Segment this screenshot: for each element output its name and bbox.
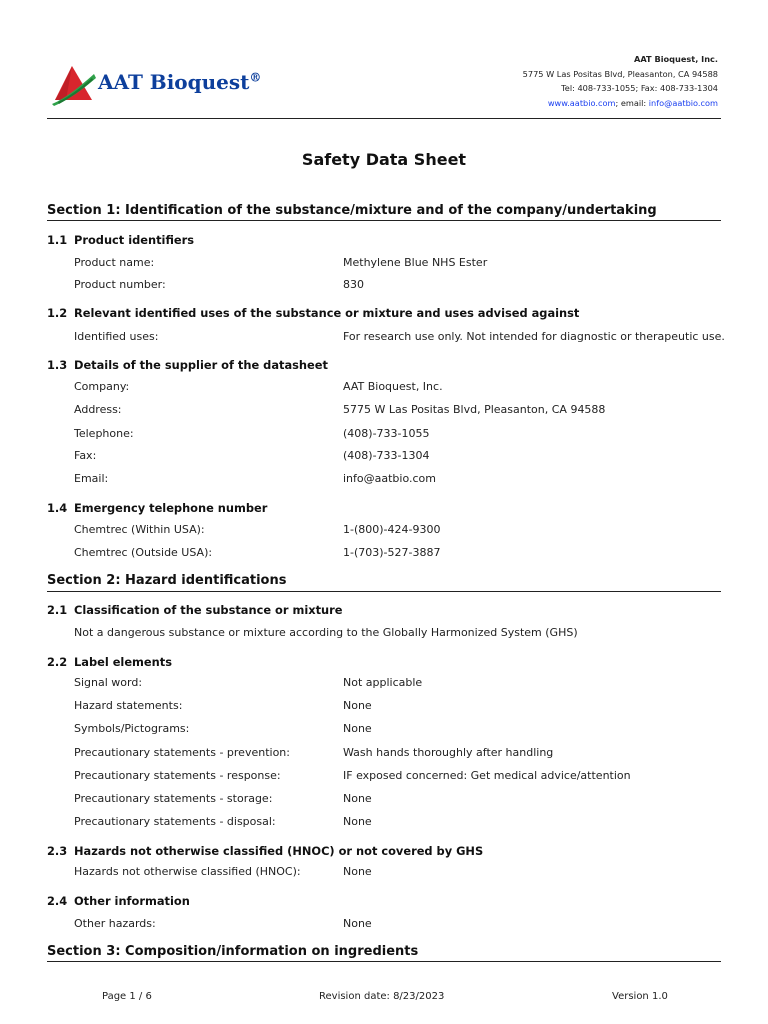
section-2-heading: Section 2: Hazard identifications	[47, 573, 287, 588]
subsection-title: Label elements	[74, 655, 172, 669]
section-3-divider	[47, 961, 721, 962]
field-value: For research use only. Not intended for diagnostic or therapeutic use.	[343, 330, 725, 343]
field-value: Methylene Blue NHS Ester	[343, 256, 488, 269]
field-label: Signal word:	[74, 676, 143, 689]
footer-page-number: Page 1 / 6	[102, 991, 152, 1002]
company-logo	[52, 62, 292, 108]
field-value: Not applicable	[343, 676, 423, 689]
email-separator: ; email:	[615, 97, 649, 108]
field-value: info@aatbio.com	[343, 472, 436, 485]
field-label: Address:	[74, 403, 122, 416]
field-label: Product number:	[74, 278, 166, 291]
company-info	[523, 52, 718, 110]
field-label: Precautionary statements - storage:	[74, 792, 273, 805]
field-value: None	[343, 865, 372, 878]
field-value: (408)-733-1055	[343, 427, 430, 440]
field-label: Precautionary statements - response:	[74, 769, 281, 782]
subsection-number: 2.4	[47, 894, 68, 908]
subsection-number: 1.3	[47, 358, 68, 372]
subsection-title: Relevant identified uses of the substance or mixture and uses advised against	[74, 306, 580, 320]
header-divider	[47, 118, 721, 119]
section-1-heading: Section 1: Identification of the substance/mixture and of the company/undertaking	[47, 203, 657, 218]
subsection-title: Product identifiers	[74, 233, 195, 247]
email-link[interactable]: info@aatbio.com	[648, 97, 718, 108]
field-value: None	[343, 917, 372, 930]
company-contacts	[523, 96, 718, 111]
field-label: Fax:	[74, 449, 97, 462]
subsection-number: 1.4	[47, 501, 68, 515]
logo-wordmark: AAT Bioquest®	[98, 70, 262, 94]
field-value: None	[343, 722, 372, 735]
field-value: None	[343, 815, 372, 828]
logo-triangle-icon	[52, 62, 96, 108]
subsection-number: 1.2	[47, 306, 68, 320]
company-address: 5775 W Las Positas Blvd, Pleasanton, CA 94588	[522, 68, 718, 79]
field-label: Company:	[74, 380, 130, 393]
field-label: Symbols/Pictograms:	[74, 722, 190, 735]
field-value: None	[343, 792, 372, 805]
footer-version: Version 1.0	[612, 991, 668, 1002]
subsection-title: Emergency telephone number	[74, 501, 268, 515]
subsection-title: Details of the supplier of the datasheet	[74, 358, 328, 372]
subsection-number: 2.3	[47, 844, 68, 858]
subsection-number: 2.2	[47, 655, 68, 669]
company-name: AAT Bioquest, Inc.	[634, 54, 718, 64]
subsection-title: Other information	[74, 894, 190, 908]
section-2-divider	[47, 591, 721, 592]
field-label: Telephone:	[74, 427, 134, 440]
field-value: 1-(800)-424-9300	[343, 523, 441, 536]
field-value: (408)-733-1304	[343, 449, 430, 462]
field-value: 5775 W Las Positas Blvd, Pleasanton, CA 94588	[343, 403, 606, 416]
field-label: Precautionary statements - prevention:	[74, 746, 290, 759]
field-label: Chemtrec (Outside USA):	[74, 546, 213, 559]
field-label: Precautionary statements - disposal:	[74, 815, 276, 828]
company-phone-fax: Tel: 408-733-1055; Fax: 408-733-1304	[561, 83, 718, 93]
section-3-heading: Section 3: Composition/information on ingredients	[47, 944, 419, 959]
website-link[interactable]: www.aatbio.com	[547, 97, 616, 108]
subsection-title: Classification of the substance or mixture	[74, 603, 343, 617]
field-value: AAT Bioquest, Inc.	[343, 380, 443, 393]
field-label: Hazards not otherwise classified (HNOC):	[74, 865, 301, 878]
page-title: Safety Data Sheet	[301, 150, 467, 169]
subsection-title: Hazards not otherwise classified (HNOC) or not covered by GHS	[74, 844, 484, 858]
paragraph-text: Not a dangerous substance or mixture according to the Globally Harmonized System (GHS)	[74, 626, 578, 639]
field-label: Other hazards:	[74, 917, 156, 930]
field-value: 1-(703)-527-3887	[343, 546, 441, 559]
field-label: Identified uses:	[74, 330, 159, 343]
footer-revision-date: Revision date: 8/23/2023	[319, 991, 445, 1002]
field-label: Chemtrec (Within USA):	[74, 523, 205, 536]
field-value: Wash hands thoroughly after handling	[343, 746, 554, 759]
field-label: Product name:	[74, 256, 155, 269]
field-label: Hazard statements:	[74, 699, 183, 712]
field-value: None	[343, 699, 372, 712]
subsection-number: 2.1	[47, 603, 68, 617]
section-1-divider	[47, 220, 721, 221]
subsection-number: 1.1	[47, 233, 68, 247]
field-value: 830	[343, 278, 364, 291]
field-label: Email:	[74, 472, 109, 485]
field-value: IF exposed concerned: Get medical advice/attention	[343, 769, 631, 782]
